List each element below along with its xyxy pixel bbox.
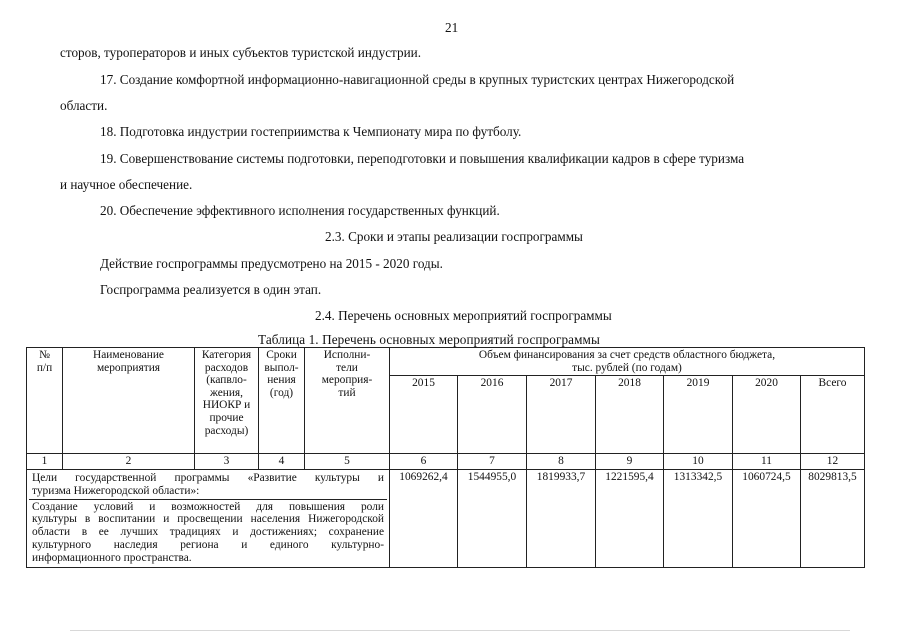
- section-heading-2-4: 2.4. Перечень основных мероприятий госпрограммы: [315, 308, 612, 323]
- goal-cell: [27, 469, 390, 567]
- column-number: 2: [63, 454, 195, 470]
- value-2019: 1313342,5: [664, 469, 733, 567]
- column-number: 5: [305, 454, 390, 470]
- list-item-19-continuation: и научное обеспечение.: [60, 177, 193, 192]
- value-2020: 1060724,5: [733, 469, 801, 567]
- goal-label-line: туризма Нижегородской области»:: [32, 484, 200, 497]
- measures-table: [26, 347, 865, 568]
- header-executors: Исполни- тели мероприя- тий: [305, 348, 390, 454]
- header-financing: Объем финансирования за счет средств областного бюджета, тыс. рублей (по годам): [390, 348, 865, 376]
- column-number: 3: [195, 454, 259, 470]
- section-heading-2-3: 2.3. Сроки и этапы реализации госпрограммы: [325, 229, 583, 244]
- column-number: 8: [527, 454, 596, 470]
- header-year-2016: 2016: [458, 376, 527, 454]
- list-item-18: 18. Подготовка индустрии гостеприимства к Чемпионату мира по футболу.: [100, 124, 522, 139]
- scan-edge-line: [70, 630, 850, 631]
- value-2018: 1221595,4: [596, 469, 664, 567]
- page-number: 21: [445, 20, 459, 35]
- column-number: 10: [664, 454, 733, 470]
- header-category: Категория расходов (капвло- жения, НИОКР и прочие расходы): [195, 348, 259, 454]
- header-year-2019: 2019: [664, 376, 733, 454]
- program-period-text: Действие госпрограммы предусмотрено на 2015 - 2020 годы.: [100, 256, 443, 271]
- header-num: № п/п: [27, 348, 63, 454]
- column-number: 4: [259, 454, 305, 470]
- header-year-2018: 2018: [596, 376, 664, 454]
- value-2015: 1069262,4: [390, 469, 458, 567]
- table-row: [27, 469, 865, 567]
- goal-label-line: Цели государственной программы «Развитие культуры и: [32, 471, 384, 484]
- list-item-19: 19. Совершенствование системы подготовки, переподготовки и повышения квалификации кадров в сфере туризма: [100, 151, 745, 166]
- list-item-17: 17. Создание комфортной информационно-навигационной среды в крупных туристских центрах Нижегородской: [100, 72, 735, 87]
- column-number: 1: [27, 454, 63, 470]
- column-number: 9: [596, 454, 664, 470]
- table-caption: Таблица 1. Перечень основных мероприятий госпрограммы: [258, 332, 600, 347]
- column-number: 11: [733, 454, 801, 470]
- goal-description: Создание условий и возможностей для повышения роли культуры в воспитании и просвещении населения Нижегородской области в ее лучших традициях и достижениях; сохранение культурного наследия региона и единого культурно- информационного пространства.: [32, 500, 384, 564]
- header-year-2017: 2017: [527, 376, 596, 454]
- program-stage-text: Госпрограмма реализуется в один этап.: [100, 282, 322, 297]
- value-2016: 1544955,0: [458, 469, 527, 567]
- list-item-17-continuation: области.: [60, 98, 108, 113]
- header-total: Всего: [801, 376, 865, 454]
- header-term: Сроки выпол- нения (год): [259, 348, 305, 454]
- header-year-2020: 2020: [733, 376, 801, 454]
- column-number-row: [27, 454, 865, 470]
- paragraph-continuation: сторов, туроператоров и иных субъектов туристской индустрии.: [60, 45, 421, 60]
- value-2017: 1819933,7: [527, 469, 596, 567]
- column-number: 12: [801, 454, 865, 470]
- header-name: Наименование мероприятия: [63, 348, 195, 454]
- list-item-20: 20. Обеспечение эффективного исполнения государственных функций.: [100, 203, 500, 218]
- header-year-2015: 2015: [390, 376, 458, 454]
- value-total: 8029813,5: [801, 469, 865, 567]
- column-number: 7: [458, 454, 527, 470]
- column-number: 6: [390, 454, 458, 470]
